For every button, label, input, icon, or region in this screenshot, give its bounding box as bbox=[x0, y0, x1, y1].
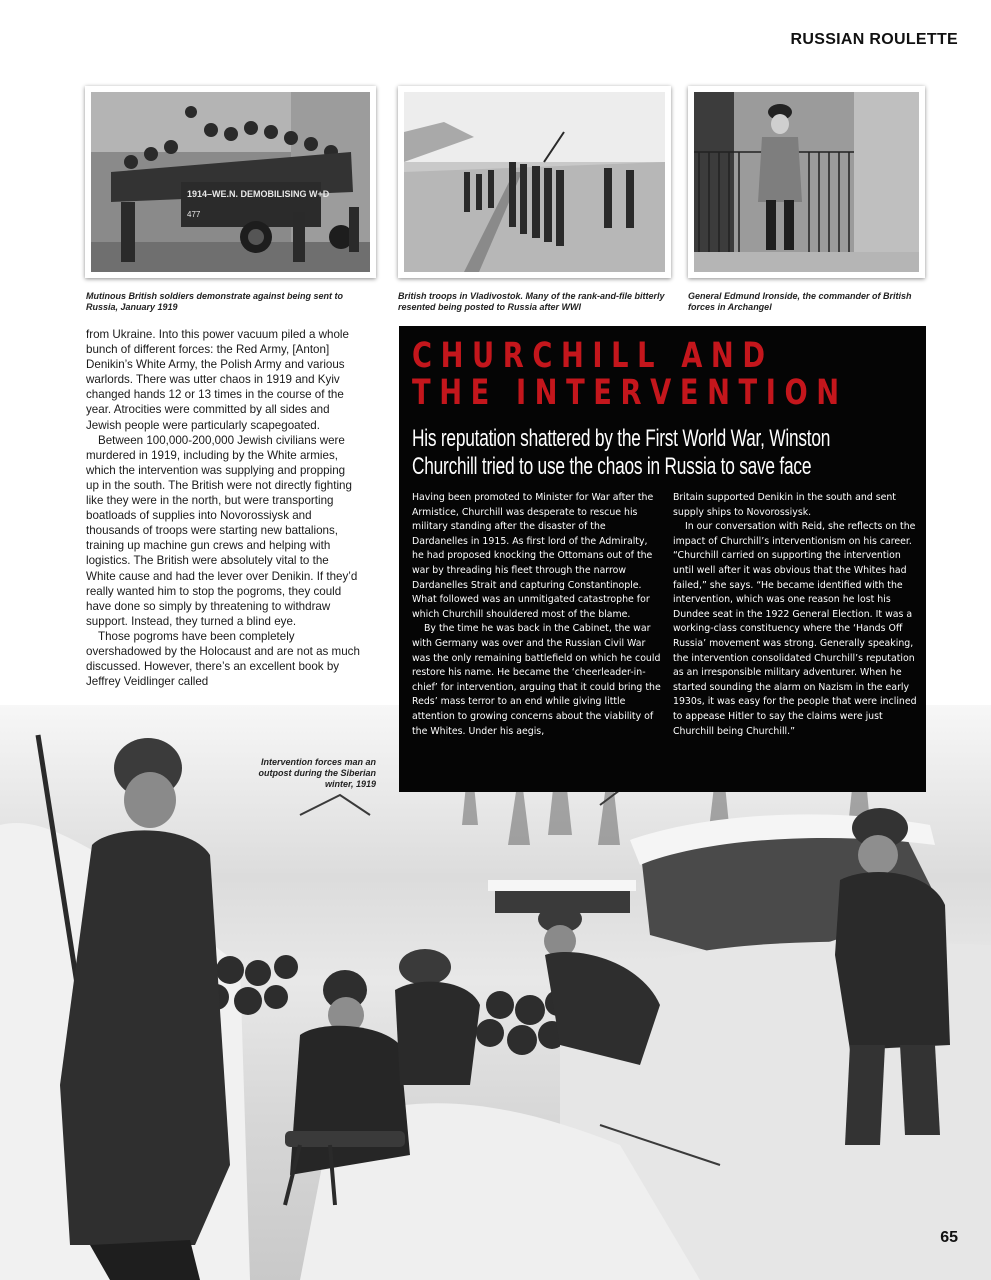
photo-general-ironside bbox=[688, 86, 925, 278]
sidebar-box bbox=[399, 326, 926, 792]
photo-demonstration-truck bbox=[85, 86, 376, 278]
article-paragraph: Between 100,000-200,000 Jewish civilians were murdered in 1919, including by the White armies, which the intervention was supplying and propping up in the south. The British were not directly fighting like they were in the north, but were transporting boatloads of supplies into Novorossiysk and thousands of troops were starting new battalions, training up machine gun crews and helping with logistics. The British were absolutely vital to the White cause and had the lever over Denikin. If they’d really wanted him to stop the pogroms, they could have done so simply by threatening to withdraw support. Instead, they turned a blind eye. bbox=[86, 433, 358, 628]
sidebar-column-2 bbox=[673, 491, 923, 739]
sidebar-standfirst bbox=[412, 425, 873, 481]
page-number: 65 bbox=[940, 1229, 958, 1246]
sidebar-paragraph: By the time he was back in the Cabinet, the war with Germany was over and the Russian Civil War was the only remaining battlefield on which he could restore his name. He became the ‘cheerleader-in-chief’ for intervention, arguing that it could bring the Reds’ mass terror to an end while giving little attention to growing concerns about the viability of the Whites. Under his aegis, bbox=[412, 623, 661, 737]
article-body bbox=[86, 327, 361, 689]
section-header: RUSSIAN ROULETTE bbox=[790, 31, 958, 48]
sidebar-paragraph: Britain supported Denikin in the south and sent supply ships to Novorossiysk. bbox=[673, 492, 896, 518]
sidebar-title-line-2: THE INTERVENTION bbox=[412, 373, 848, 413]
sidebar-standfirst-line-1: His reputation shattered by the First World War, Winston bbox=[412, 425, 831, 452]
sidebar-title-line-1: CHURCHILL AND bbox=[412, 336, 774, 376]
article-paragraph: from Ukraine. Into this power vacuum piled a whole bunch of different forces: the Red Army, [Anton] Denikin’s White Army, the Polish Army and various warlords. There was utter chaos in 1919 and Kyiv changed hands 12 or 13 times in the course of the year. Atrocities were committed by all sides and Jewish people were particularly scapegoated. bbox=[86, 328, 349, 432]
sidebar-paragraph: Having been promoted to Minister for War after the Armistice, Churchill was desperate to rescue his military standing after the disaster of the Dardanelles in 1915. As first lord of the Admiralty, he had proposed knocking the Ottomans out of the war by threading his fleet through the narrow Dardanelles Strait and capturing Constantinople. What followed was an unmitigated catastrophe for which Churchill shouldered most of the blame. bbox=[412, 492, 654, 620]
photo-troops-vladivostok bbox=[398, 86, 671, 278]
truck-number: 477 bbox=[187, 210, 201, 219]
photo-caption-2: British troops in Vladivostok. Many of the rank-and-file bitterly resented being posted to Russia after WWI bbox=[398, 291, 665, 312]
sidebar-paragraph: In our conversation with Reid, she reflects on the impact of Churchill’s interventionism on his career. “Churchill carried on supporting the intervention until well after it was obvious that the Whites had failed,” she says. “He became identified with the intervention, which was one reason he lost his Dundee seat in the 1922 General Election. It was a working-class constituency where the ‘Hands Off Russia’ movement was strong. Generally speaking, the intervention consolidated Churchill’s reputation as an irresponsible military adventurer. When he started sounding the alarm on Nazism in the early 1930s, it was easy for the people that were inclined to appease Hitler to say the claims were just Churchill being Churchill.” bbox=[673, 521, 917, 737]
article-paragraph: Those pogroms have been completely overshadowed by the Holocaust and are not as much discussed. However, there’s an excellent book by Jeffrey Veidlinger called bbox=[86, 629, 360, 689]
sidebar-standfirst-line-2: Churchill tried to use the chaos in Russia to save face bbox=[412, 453, 812, 480]
hero-caption: Intervention forces man an outpost during the Siberian winter, 1919 bbox=[258, 757, 376, 789]
photo-caption-1: Mutinous British soldiers demonstrate against being sent to Russia, January 1919 bbox=[86, 291, 344, 312]
truck-banner-text: 1914–WE.N. DEMOBILISING W+D bbox=[187, 189, 330, 199]
sidebar-column-1 bbox=[412, 491, 662, 739]
photo-caption-3: General Edmund Ironside, the commander of British forces in Archangel bbox=[688, 291, 912, 312]
sidebar-title bbox=[412, 336, 848, 413]
